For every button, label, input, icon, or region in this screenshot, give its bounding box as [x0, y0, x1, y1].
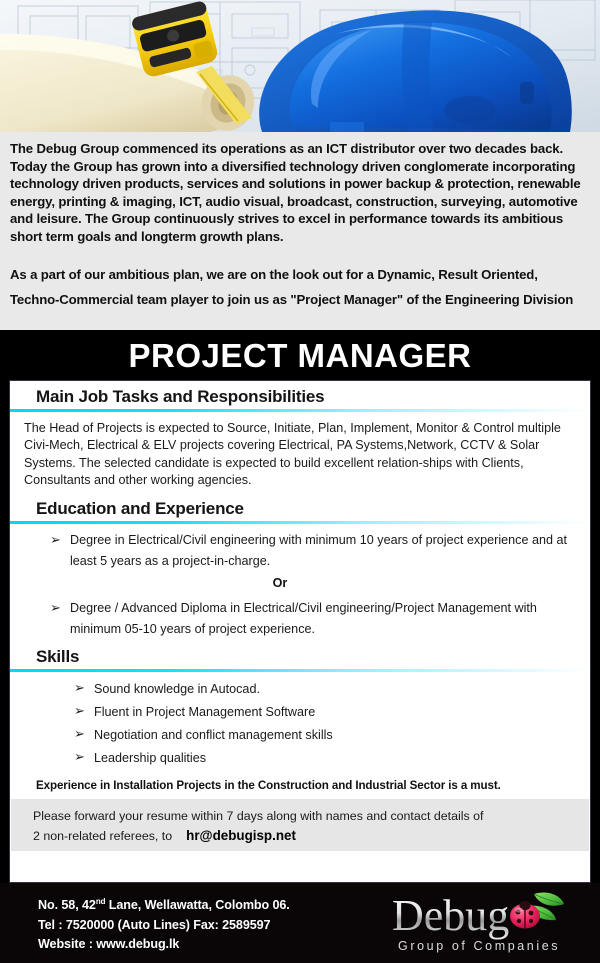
- job-card: [0, 330, 600, 883]
- education-list: [10, 526, 590, 572]
- skills-list: [10, 674, 590, 769]
- job-panel: [9, 380, 591, 883]
- section-heading-tasks: Main Job Tasks and Responsibilities: [36, 387, 325, 406]
- list-item: [48, 530, 576, 572]
- address-line-2: Tel : 7520000 (Auto Lines) Fax: 2589597: [38, 917, 271, 932]
- tasks-paragraph: The Head of Projects is expected to Source, Initiate, Plan, Implement, Monitor & Control multiple Civi-Mech, Electrical & ELV projects covering Electrical, PA Systems,Network, CCTV & Solar Systems. The selected candidate is expected to build excellent relation-ships with Clients, Consultants and other working agencies.: [24, 421, 561, 487]
- education-item-1: Degree in Electrical/Civil engineering with minimum 10 years of project experience and at least 5 years as a project-in-charge.: [70, 533, 567, 569]
- job-title-bar: [9, 330, 591, 380]
- address-street: No. 58, 42: [38, 898, 96, 913]
- hero-illustration: [0, 0, 600, 132]
- education-item-2: Degree / Advanced Diploma in Electrical/Civil engineering/Project Management with minimum 05-10 years of project experience.: [70, 601, 537, 637]
- arrow-bullet-icon: ➢: [74, 749, 85, 765]
- list-item: [72, 678, 576, 700]
- page-title: PROJECT MANAGER: [128, 336, 472, 374]
- skill-item: Leadership qualities: [94, 751, 207, 766]
- list-item: [48, 598, 576, 640]
- contact-email[interactable]: hr@debugisp.net: [186, 828, 296, 844]
- education-separator: Or: [272, 576, 288, 591]
- intro-paragraph-1: The Debug Group commenced its operations as an ICT distributor over two decades back. Today the Group has grown into a diversified technology driven conglomerate incorporating technology driven products, services and solutions in power backup & protection, renewable energy, printing & imaging, ICT, audio visual, broadcast, construction, surveying, automotive and leisure. The Group continuously strives to excel in performance towards its ambitious short term goals and longterm growth plans.: [10, 141, 581, 244]
- section-divider-education: [10, 521, 590, 524]
- address-city: Lane, Wellawatta, Colombo 06.: [105, 898, 290, 913]
- footer: [0, 883, 600, 963]
- tasks-body: [10, 414, 590, 493]
- section-heading-skills: Skills: [36, 647, 80, 667]
- arrow-bullet-icon: ➢: [50, 532, 61, 548]
- skill-item: Sound knowledge in Autocad.: [94, 682, 260, 697]
- skill-item: Fluent in Project Management Software: [94, 705, 316, 720]
- intro-section: [0, 132, 600, 330]
- arrow-bullet-icon: ➢: [74, 726, 85, 742]
- skill-item: Negotiation and conflict management skills: [94, 728, 333, 743]
- company-address: [38, 892, 290, 953]
- ladybug-icon: [510, 901, 540, 929]
- arrow-bullet-icon: ➢: [50, 600, 61, 616]
- contact-line-2: [33, 826, 579, 846]
- experience-requirement-note: Experience in Installation Projects in the Construction and Industrial Sector is a must.: [36, 779, 501, 793]
- contact-line-1: Please forward your resume within 7 days along with names and contact details of: [33, 809, 484, 824]
- list-item: [72, 724, 576, 746]
- section-divider-skills: [10, 669, 590, 672]
- debug-logo-svg: [384, 888, 584, 958]
- intro-paragraph-2: As a part of our ambitious plan, we are on the look out for a Dynamic, Result Oriented, Techno-Commercial team player to join us as "Project Manager" of the Engineering Division: [10, 266, 574, 307]
- education-list-2: [10, 594, 590, 640]
- logo-tagline: Group of Companies: [398, 939, 561, 953]
- arrow-bullet-icon: ➢: [74, 680, 85, 696]
- section-divider-tasks: [10, 409, 590, 412]
- company-logo[interactable]: [384, 888, 584, 958]
- address-line-3: Website : www.debug.lk: [38, 936, 180, 951]
- list-item: [72, 747, 576, 769]
- application-instructions-box: [11, 799, 589, 851]
- contact-line-2-text: 2 non-related referees, to: [33, 829, 173, 844]
- list-item: [72, 701, 576, 723]
- logo-wordmark: Debug: [392, 891, 510, 940]
- ordinal-suffix: nd: [95, 897, 106, 907]
- hero-image: [0, 0, 600, 132]
- address-line-1: [38, 892, 290, 915]
- section-heading-education: Education and Experience: [36, 499, 244, 519]
- arrow-bullet-icon: ➢: [74, 703, 85, 719]
